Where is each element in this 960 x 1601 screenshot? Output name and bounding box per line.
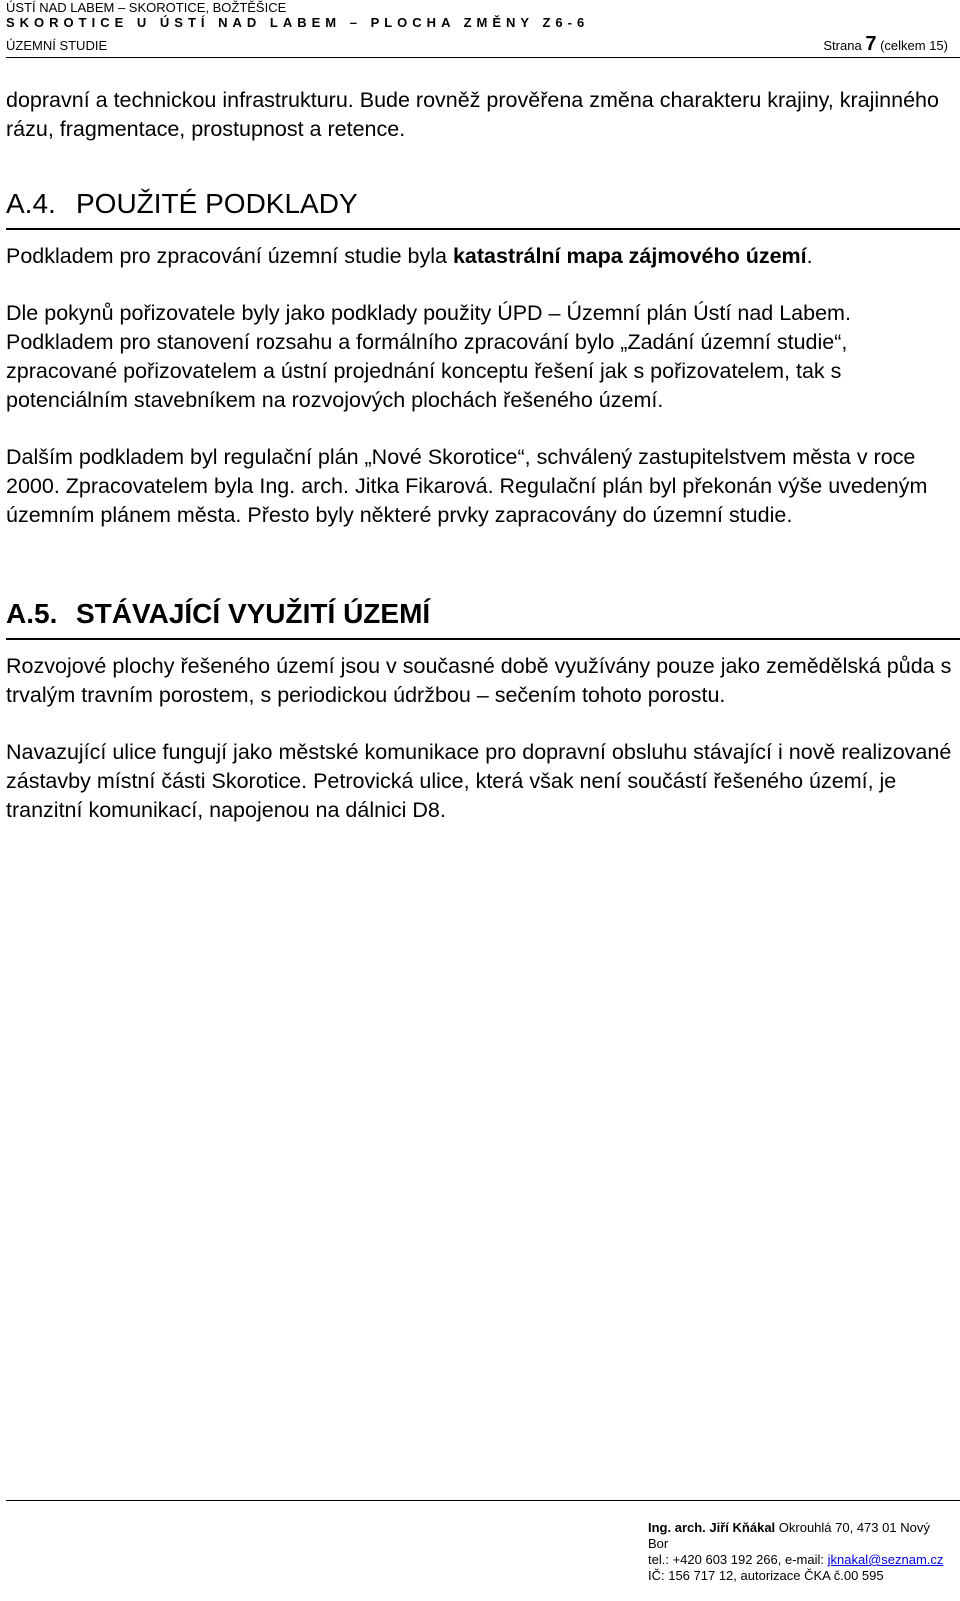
section-a4-heading <box>6 186 960 230</box>
section-a5-paragraph-1: Rozvojové plochy řešeného území jsou v současné době využívány pouze jako zemědělská půda s trvalým travním porostem, s periodickou údržbou – sečením tohoto porostu. <box>6 654 952 707</box>
p1-text: Podkladem pro zpracování územní studie byla <box>6 244 453 268</box>
section-a4-paragraph-2: Dle pokynů pořizovatele byly jako podklady použity ÚPD – Územní plán Ústí nad Labem. Podkladem pro stanovení rozsahu a formálního zpracování bylo „Zadání územní studie“, zpracované pořizovatelem a ústní projednání konceptu řešení jak s pořizovatelem, tak s potenciálním stavebníkem na rozvojových plochách řešeného území. <box>6 301 851 412</box>
section-a4-paragraph-1 <box>6 242 954 271</box>
section-a5-title: STÁVAJÍCÍ VYUŽITÍ ÚZEMÍ <box>76 598 431 629</box>
page-number: 7 <box>865 33 877 55</box>
section-a5-paragraph-2: Navazující ulice fungují jako městské komunikace pro dopravní obsluhu stávající i nově realizované zástavby místní části Skorotice. Petrovická ulice, která však není součástí řešeného území, je tranzitní komunikací, napojenou na dálnici D8. <box>6 740 952 822</box>
p1-bold-text: katastrální mapa zájmového území <box>452 244 807 268</box>
header-location: ÚSTÍ NAD LABEM – SKOROTICE, BOŽTĚŠICE <box>6 0 287 15</box>
intro-paragraph: dopravní a technickou infrastrukturu. Bude rovněž prověřena změna charakteru krajiny, krajinného rázu, fragmentace, prostupnost a retence. <box>6 88 939 141</box>
footer-tel: tel.: +420 603 192 266, e-mail: <box>648 1552 828 1567</box>
section-a4-title: POUŽITÉ PODKLADY <box>76 188 358 219</box>
page-indicator <box>823 33 948 57</box>
section-a4-number: A.4. <box>6 188 56 219</box>
footer-contact <box>648 1520 948 1584</box>
header-project: SKOROTICE U ÚSTÍ NAD LABEM – PLOCHA ZMĚNY Z6-6 <box>6 15 590 30</box>
header-doc-type: ÚZEMNÍ STUDIE <box>6 38 108 53</box>
page-body <box>6 86 954 825</box>
footer-author: Ing. arch. Jiří Kňákal <box>648 1520 776 1535</box>
footer-email-link[interactable]: jknakal@seznam.cz <box>827 1552 944 1567</box>
section-a5-heading <box>6 596 960 640</box>
footer-divider <box>6 1500 960 1501</box>
footer-ic: IČ: 156 717 12, autorizace ČKA č.00 595 <box>648 1568 884 1583</box>
section-a4-paragraph-3: Dalším podkladem byl regulační plán „Nové Skorotice“, schválený zastupitelstvem města v roce 2000. Zpracovatelem byla Ing. arch. Jitka Fikarová. Regulační plán byl překonán výše uvedeným územním plánem města. Přesto byly některé prvky zapracovány do územní studie. <box>6 445 928 527</box>
page-prefix: Strana <box>823 38 862 53</box>
page-total: (celkem 15) <box>880 38 948 53</box>
section-a5-number: A.5. <box>6 598 58 629</box>
p1-end: . <box>806 244 813 268</box>
header-divider <box>6 57 960 58</box>
footer-address: Okrouhlá 70, 473 01 Nový Bor <box>648 1520 930 1551</box>
